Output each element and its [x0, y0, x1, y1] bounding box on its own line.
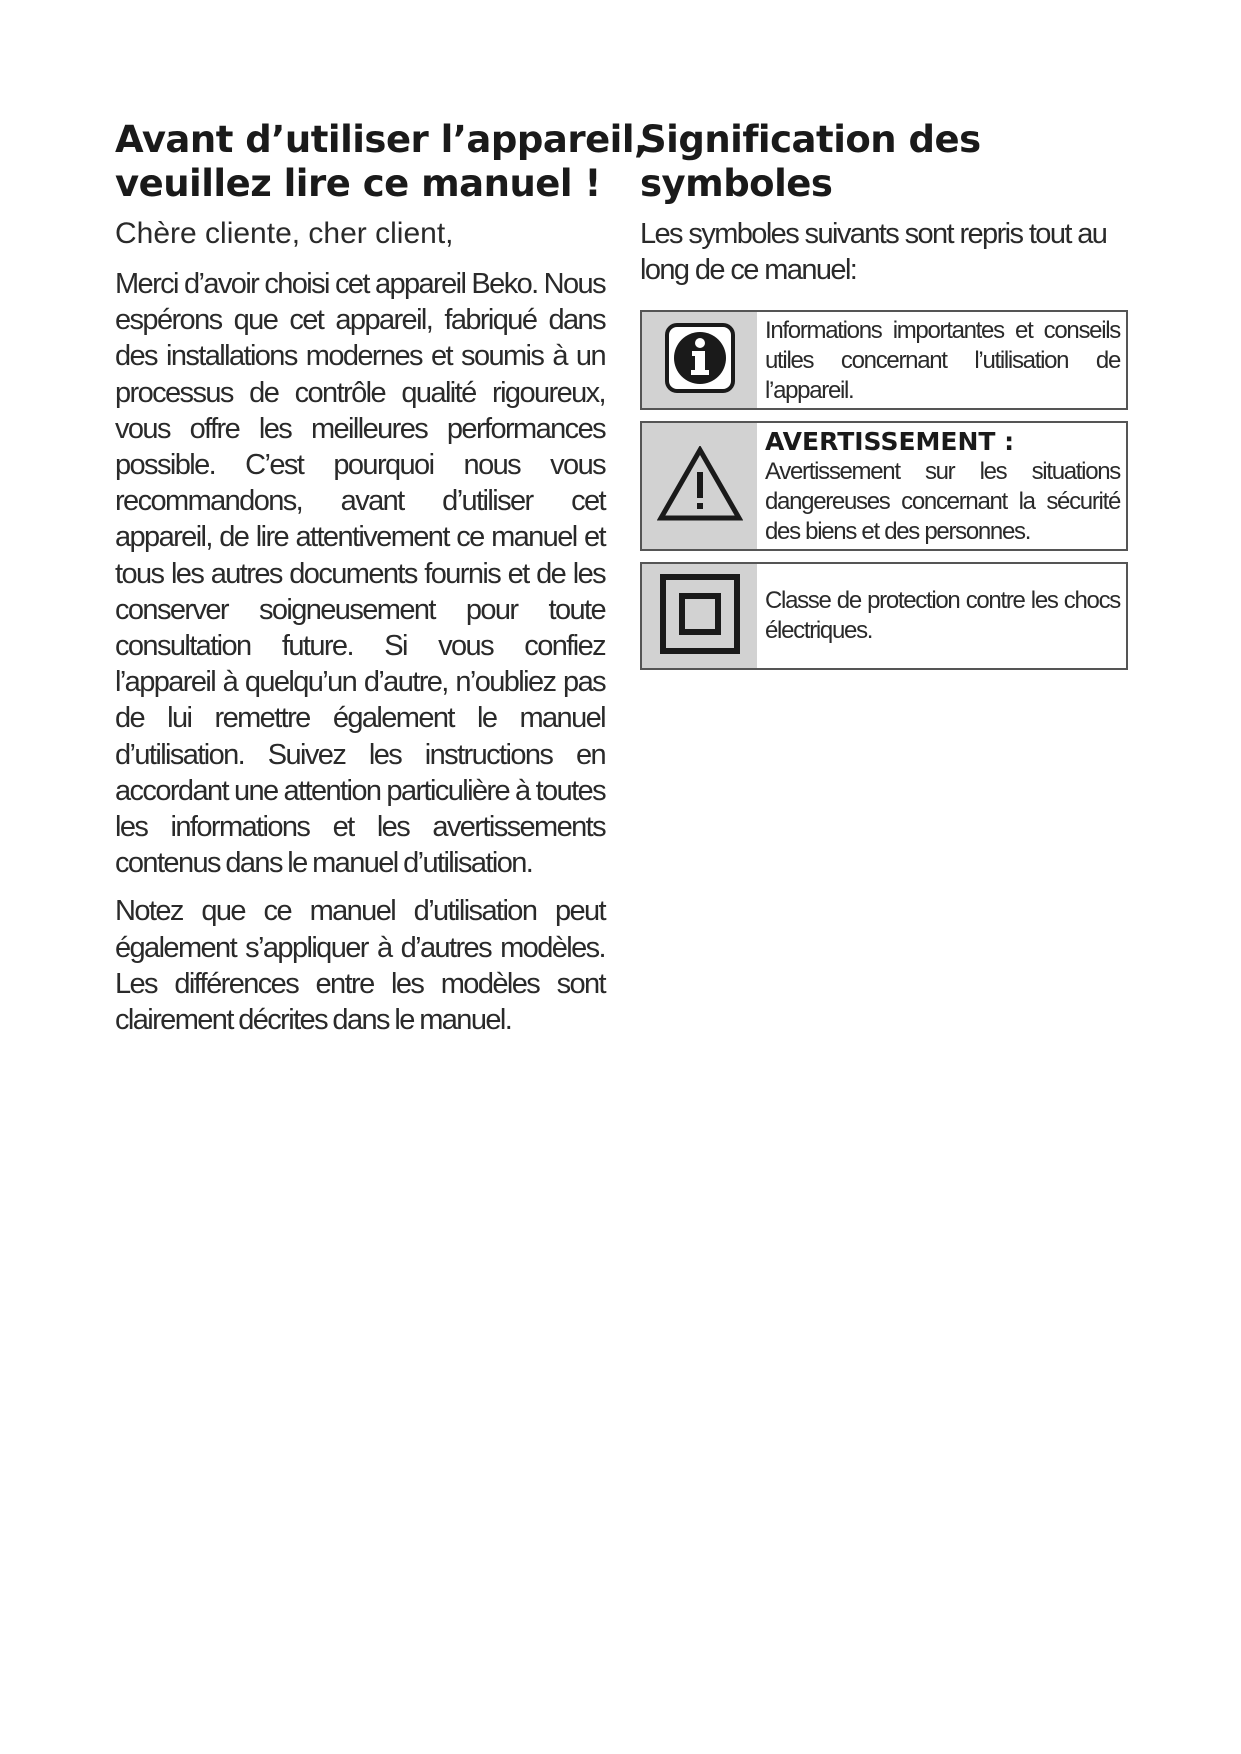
symbol-row-warning: [640, 421, 1128, 551]
intro-paragraph: Merci d’avoir choisi cet appareil Beko. Nous espérons que cet appareil, fabriqué dans des installations modernes et soumis à un processus de contrôle qualité rigoureux, vous offre les meilleures performances possible. C’est pourquoi nous vous recommandons, avant d’utiliser cet appareil, de lire attentivement ce manuel et tous les autres documents fournis et de les conserver soigneusement pour toute consultation future. Si vous confiez l’appareil à quelqu’un d’autre, n’oubliez pas de lui remettre également le manuel d’utilisation. Suivez les instructions en accordant une attention particulière à toutes les informations et les avertissements contenus dans le manuel d’utilisation.: [115, 268, 605, 880]
info-icon: [665, 323, 735, 398]
symbol-cell: [642, 312, 757, 408]
symbols-column: [640, 118, 1130, 681]
symbols-table: [640, 310, 1128, 670]
symbol-cell: [642, 564, 757, 668]
symbols-heading: Signification des symboles: [640, 118, 981, 205]
warning-title: AVERTISSEMENT :: [765, 427, 1015, 456]
symbols-intro: Les symboles suivants sont repris tout au long de ce manuel:: [640, 218, 1107, 286]
symbol-description: Informations importantes et conseils utiles concernant l’utilisation de l’appareil.: [765, 317, 1120, 404]
double-insulation-icon: [660, 574, 740, 659]
models-note-paragraph: Notez que ce manuel d’utilisation peut également s’appliquer à d’autres modèles. Les différences entre les modèles sont clairement décrites dans le manuel.: [115, 895, 605, 1037]
page-title-line-2: veuillez lire ce manuel !: [115, 162, 601, 205]
warning-triangle-icon: [657, 446, 743, 527]
page-title: [115, 118, 648, 206]
symbol-row-protection-class: [640, 562, 1128, 670]
symbol-row-info: [640, 310, 1128, 410]
symbol-description: Classe de protection contre les chocs électriques.: [765, 587, 1120, 644]
salutation: Chère cliente, cher client,: [115, 217, 454, 250]
symbol-cell: [642, 423, 757, 549]
intro-column: [115, 118, 648, 1050]
page-title-line-1: Avant d’utiliser l’appareil,: [115, 118, 648, 161]
warning-text: Avertissement sur les situations dangereuses concernant la sécurité des biens et des personnes.: [765, 458, 1120, 545]
symbol-description: [757, 423, 1126, 549]
